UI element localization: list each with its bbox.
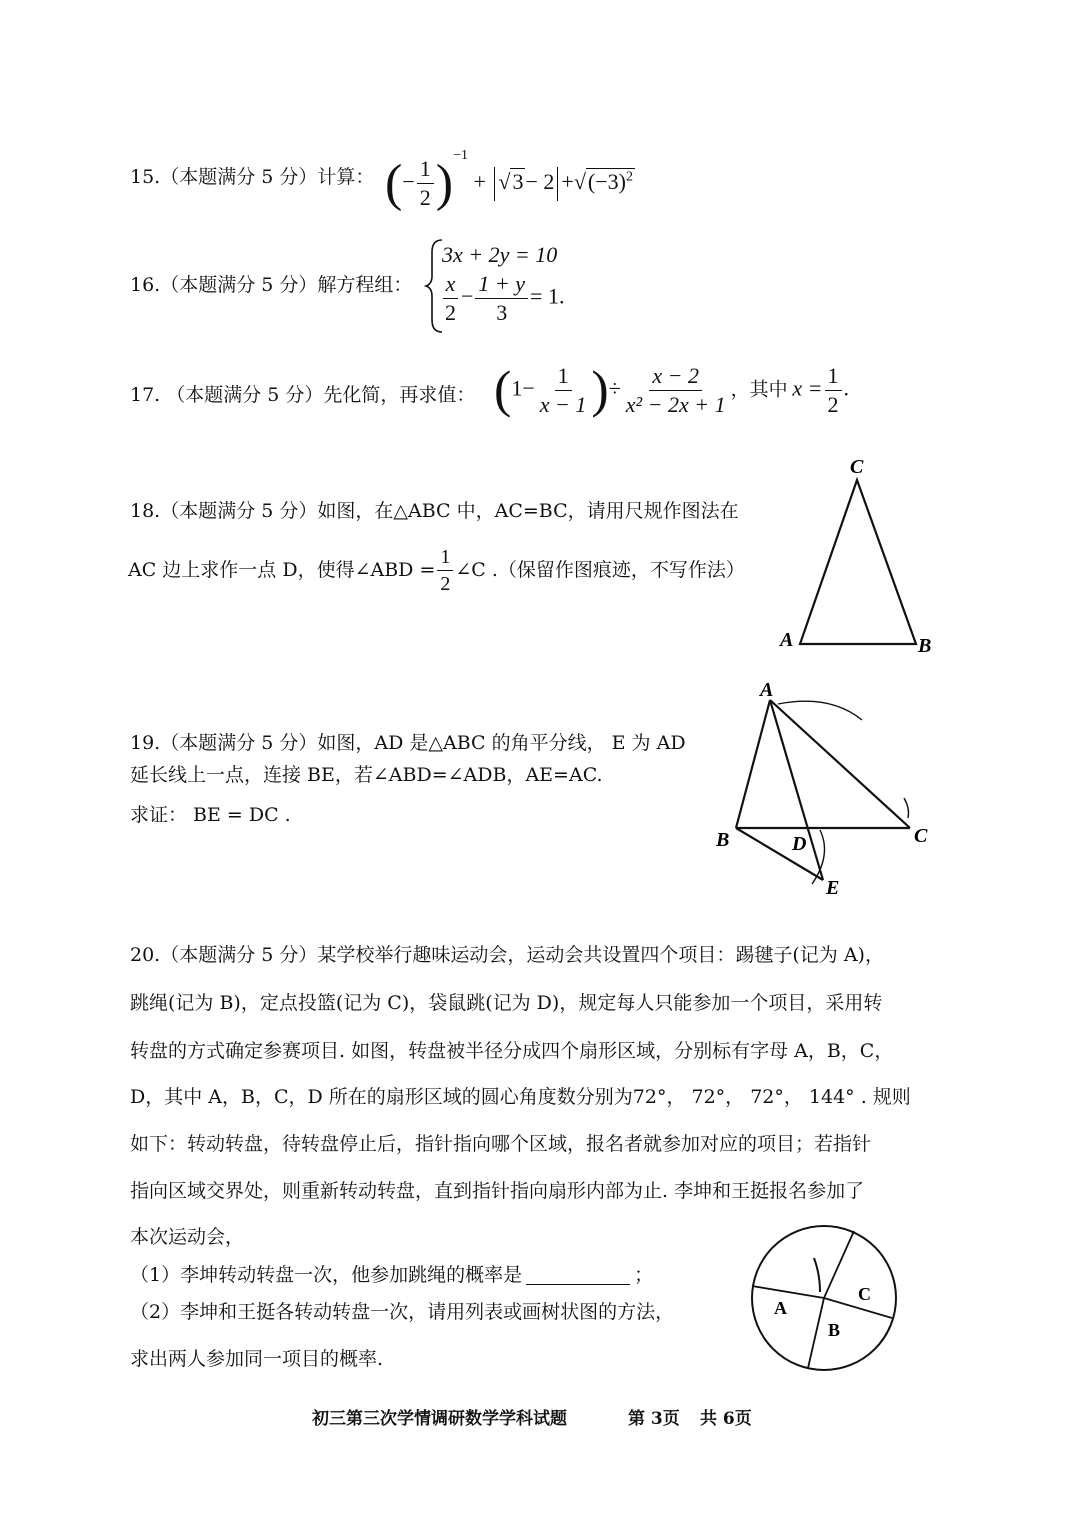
q19-line3: 求证： BE = DC .	[130, 804, 291, 826]
q18-half-num: 1	[437, 546, 453, 571]
q17-half-den: 2	[827, 392, 839, 418]
sqrt-symbol: √	[498, 169, 511, 194]
q15-frac-num: 1	[417, 157, 434, 184]
q19-line2: 延长线上一点，连接 BE，若∠ABD=∠ADB，AE=AC.	[130, 764, 603, 786]
q17-num2: x − 2	[649, 364, 702, 391]
q18-triangle-figure	[770, 452, 950, 662]
q16-three: 3	[496, 300, 508, 326]
q20-sub1-text: （1）李坤转动转盘一次，他参加跳绳的概率是	[130, 1264, 523, 1286]
q15-plus-2: +	[561, 169, 574, 194]
q20-sub2: （2）李坤和王挺各转动转盘一次，请用列表或画树状图的方法，	[130, 1301, 675, 1323]
q17-where: ，其中	[730, 379, 793, 401]
q16-two: 2	[445, 300, 456, 326]
q20-line-1: 20.（本题满分 5 分）某学校举行趣味运动会，运动会共设置四个项目：踢毽子(记为 A)，	[130, 944, 884, 966]
q17-expression: (1− $\frac{1}{x - 1}$ )÷ $\frac{x - 2}{\text{x² − 2x + 1}}$ ，其中 x = $\frac{1}{2}$ .	[494, 361, 849, 419]
q20-line-6: 指向区域交界处，则重新转动转盘，直到指针指向扇形内部为止. 李坤和王挺报名参加了	[130, 1180, 865, 1202]
q20-line-4: D，其中 A，B，C，D 所在的扇形区域的圆心角度数分别为72°， 72°， 72°， 144° . 规则	[130, 1086, 911, 1108]
q18-label-B: B	[918, 635, 932, 657]
q18-label-C: C	[850, 456, 864, 478]
q17-den2: x² − 2x + 1	[625, 392, 726, 418]
q20-line-7: 本次运动会，	[130, 1226, 245, 1248]
q19-figure	[700, 680, 950, 900]
q19-label-C: C	[914, 825, 928, 847]
q17-xeq: x =	[792, 375, 823, 401]
q20-sub1-end: ；	[634, 1264, 654, 1286]
q17-half-num: 1	[825, 364, 842, 391]
q15-square: 2	[625, 169, 633, 185]
q20-line-2: 跳绳(记为 B)，定点投篮(记为 C)，袋鼠跳(记为 D)，规定每人只能参加一个项目，采用转	[130, 992, 883, 1014]
q15-neg: −	[402, 169, 415, 194]
footer-title: 初三第三次学情调研数学学科试题	[312, 1409, 567, 1429]
q20-sub3: 求出两人参加同一项目的概率.	[130, 1348, 384, 1370]
q17-den1: x − 1	[539, 392, 587, 418]
footer-total-pages: 共 6页	[700, 1409, 752, 1429]
q18-triangle	[800, 480, 916, 644]
q15-label: 15.（本题满分 5 分）计算：	[130, 166, 375, 188]
q16-dot: .	[558, 283, 565, 309]
q17-div: ÷	[608, 375, 621, 401]
q17-one: 1	[511, 375, 523, 401]
q16-label: 16.（本题满分 5 分）解方程组：	[130, 274, 413, 296]
q19-label-E: E	[826, 877, 840, 899]
q19-line1: 19.（本题满分 5 分）如图，AD 是△ABC 的角平分线， E 为 AD	[130, 732, 686, 754]
q16-eq2	[440, 272, 564, 325]
q18-half-den: 2	[440, 573, 451, 595]
q16-eq: = 1	[530, 283, 559, 309]
q20-wheel-label-A: A	[774, 1298, 787, 1318]
q17-minus: −	[522, 375, 535, 401]
q20-spinner-wheel	[744, 1218, 904, 1378]
q15-plus-1: +	[473, 169, 486, 194]
q16-onepy: 1 + y	[475, 272, 528, 299]
q15-frac-den: 2	[419, 185, 431, 211]
q17-num1: 1	[555, 364, 572, 391]
q18-line1: 18.（本题满分 5 分）如图，在△ABC 中，AC=BC，请用尺规作图法在	[130, 500, 739, 522]
q15-minus-2: − 2	[525, 169, 555, 194]
q19-label-D: D	[792, 833, 807, 855]
q19-label-B: B	[716, 829, 730, 851]
q19-label-A: A	[760, 680, 774, 701]
q17-end: .	[843, 375, 849, 401]
q15-neg3: (−3)	[587, 169, 626, 194]
q20-wheel-label-B: B	[828, 1320, 841, 1340]
q20-line-5: 如下：转动转盘，待转盘停止后，指针指向哪个区域，报名者就参加对应的项目；若指针	[130, 1133, 872, 1155]
q20-sub1	[130, 1266, 653, 1285]
q16-x: x	[443, 272, 459, 299]
q20-wheel-label-C: C	[858, 1284, 871, 1304]
q18-line2a: AC 边上求作一点 D，使得∠ABD =	[128, 559, 436, 581]
q16-eq1: 3x + 2y = 10	[442, 242, 558, 267]
q18-line2b: ∠C .（保留作图痕迹，不写作法）	[455, 559, 745, 581]
footer-page-number: 第 3页	[628, 1409, 680, 1429]
q20-pointer	[814, 1258, 820, 1292]
q17-label: 17. （本题满分 5 分）先化简，再求值：	[130, 384, 476, 406]
q20-line-3: 转盘的方式确定参赛项目. 如图，转盘被半径分成四个扇形区域，分别标有字母 A，B，C，	[130, 1040, 894, 1062]
q20-answer-blank	[526, 1284, 630, 1285]
q15-exponent: −1	[453, 148, 468, 163]
sqrt-symbol: √	[573, 169, 586, 194]
q18-line2	[128, 546, 745, 595]
q15-sqrt3: 3	[512, 169, 524, 194]
q16-minus: −	[461, 283, 474, 309]
q15-expression: (− $\frac{1}{2}$ )$^{-1} + √3- 2 +√(-3)^2$	[385, 148, 633, 212]
q18-label-A: A	[780, 629, 794, 651]
